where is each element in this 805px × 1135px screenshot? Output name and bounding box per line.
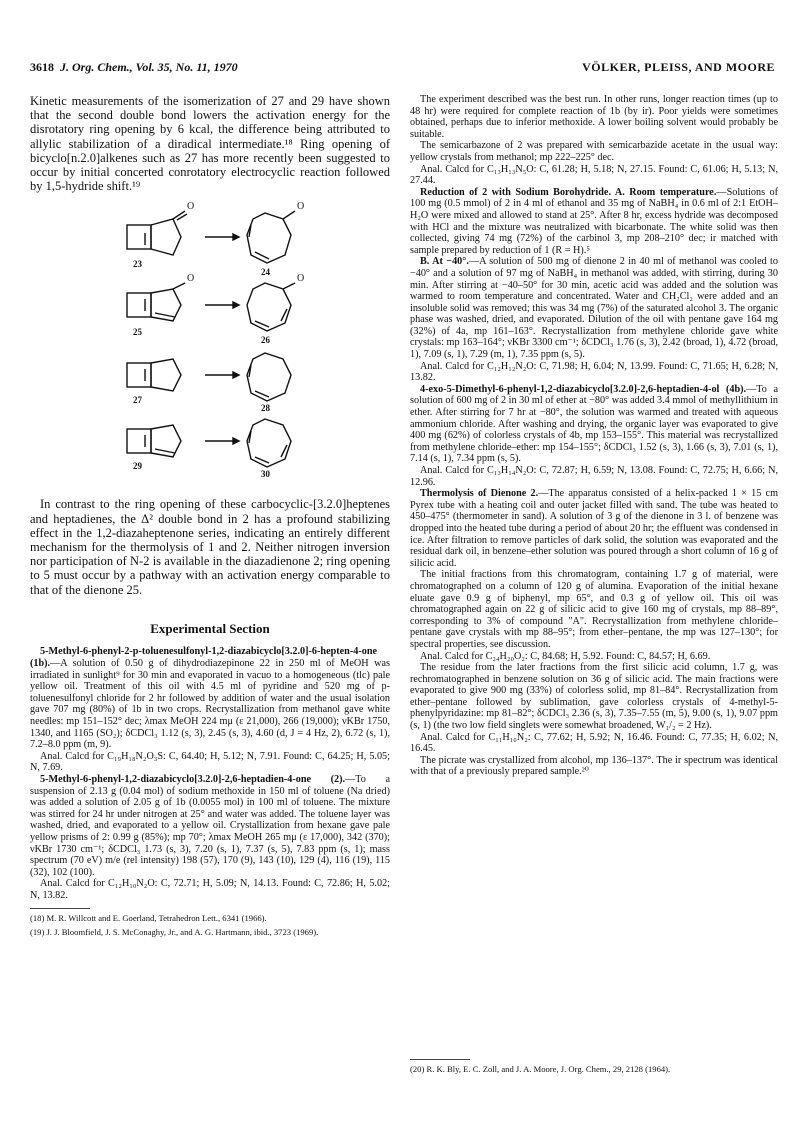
picrate-paragraph: The picrate was crystallized from alcohol, mp 136–137°. The ir spectrum was identical with that of a previously prepared sample.²⁰	[410, 754, 778, 778]
right-column	[410, 94, 778, 778]
compound-label-28: 28	[261, 403, 270, 414]
page-number: 3618	[30, 60, 54, 74]
exp2-paragraph	[30, 774, 390, 878]
exo-body: —To a solution of 600 mg of 2 in 30 ml of ether at −80° was added 3.4 mmol of methyllithium in ether. After stirring for 7 hr at −80°, the solution was warmed and treated with aqueous ammonium chloride. After washing and drying, the organic layer was evaporated to give 400 mg (62%) of colorless crystals of 4b, mp 153–155°. This material was recrystallized from methylene chloride–ether: mp 154–155°; δCDCl₃ 1.52 (s, 3), 1.66 (s, 3), 7.01 (s, 1), 7.14 (s, 1), 7.34 ppm (s, 5).	[410, 383, 778, 465]
thermolysis-title: Thermolysis of Dienone 2.	[420, 488, 539, 500]
reaction-23-24	[125, 201, 345, 278]
exp1-analysis: Anal. Calcd for C₁₉H₁₈N₂O₃S: C, 64.40; H, 5.12; N, 7.91. Found: C, 64.25; H, 5.05; N, 7.69.	[30, 750, 390, 774]
residue-analysis: Anal. Calcd for C₁₁H₁₀N₂: C, 77.62; H, 5.92; N, 16.46. Found: C, 77.35; H, 6.02; N, 16.45.	[410, 731, 778, 755]
footnote-rule-right	[410, 1059, 470, 1060]
contrast-paragraph: In contrast to the ring opening of these carbocyclic-[3.2.0]heptenes and heptadienes, the Δ² double bond in 2 has a profound stabilizing effect in the 1,2-diazaheptenone series, indicating an entirely different mechanism for the thermolysis of 1 and 2. Neither nitrogen inversion nor participation of N-2 is available in the diazadienone 2; ring opening to 5 must occur by a pathway with an activation energy comparable to that of the dienone 25.	[30, 497, 390, 597]
right-paragraph-3: Anal. Calcd for C₁₃H₁₃N₅O: C, 61.28; H, 5.18; N, 27.15. Found: C, 61.06; H, 5.13; N, 27.44.	[410, 163, 778, 187]
reduction-body: —Solutions of 100 mg (0.5 mmol) of 2 in 4 ml of ethanol and 35 mg of NaBH₄ in 0.6 ml of 2:1 EtOH–H₂O were mixed and allowed to stand at 25°. After 8 hr, excess hydride was decomposed with HCl and the mixture was neutralized with bicarbonate. The white solid was then collected, giving 74 mg (72%) of the carbinol 3, mp 208–210° dec; ir matched with sample prepared by reduction of 1 (R = H).⁵	[410, 186, 779, 256]
part-b-analysis: Anal. Calcd for C₁₂H₁₂N₂O: C, 71.98; H, 6.04; N, 13.99. Found: C, 71.65; H, 6.28; N, 13.82.	[410, 360, 778, 384]
footnote-19: (19) J. J. Bloomfield, J. S. McConaghy, Jr., and A. G. Hartmann, ibid., 3723 (1969).	[30, 926, 319, 937]
reaction-25-26	[125, 273, 345, 346]
exo-paragraph	[410, 384, 778, 465]
page-header	[30, 60, 775, 78]
left-column	[30, 94, 390, 937]
intro-paragraph: Kinetic measurements of the isomerization of 27 and 29 have shown that the second double bond lowers the activation energy for the disrotatory ring opening by 6 kcal, the difference being attributed to allylic stabilization of a diradical intermediate.¹⁸ Ring opening of bicyclo[n.2.0]alkenes such as 27 has more recently been suggested to occur by initial concerted conrotatory electrocyclic reaction followed by 1,5-hydride shift.¹⁹	[30, 94, 390, 194]
structures-29-30	[125, 417, 345, 477]
compound-label-27: 27	[133, 395, 142, 406]
oxygen-23: O	[187, 201, 195, 213]
exp2-title: 5-Methyl-6-phenyl-1,2-diazabicyclo[3.2.0]-2,6-heptadien-4-one (2).	[40, 773, 346, 785]
structures-23-24	[125, 207, 345, 269]
footnote-20-block	[410, 1053, 778, 1074]
right-paragraph-2: The semicarbazone of 2 was prepared with semicarbazide acetate in the usual way: yellow crystals from methanol; mp 222–225° dec.	[410, 140, 778, 163]
part-b-body: —A solution of 500 mg of dienone 2 in 40 ml of methanol was cooled to −40° and a solution of 97 mg of NaBH₄ in methanol was added, with stirring, during 30 min. After stirring at −40–50° for 30 min, acetic acid was added and the solution was warmed to room temperature and concentrated. Water and CH₂Cl₂ were added and an insoluble solid was removed; this was 34 mg (7%) of the saturated alcohol 3. The organic phase was washed, dried, and evaporated. Dilution of the oil with pentane gave 164 mg (32%) of 4a, mp 161–163°. Recrystallization from methylene chloride gave white crystals: mp 163–164°; νKBr 3300 cm⁻¹; δCDCl₃ 1.76 (s, 3), 2.42 (broad, 1), 4.72 (broad, 1), 7.09 (s, 1), 7.29 (m, 1), 7.35 ppm (s, 5).	[410, 256, 778, 361]
compound-label-29: 29	[133, 461, 142, 472]
compound-label-26: 26	[261, 335, 270, 346]
exp2-body: —To a suspension of 2.13 g (0.04 mol) of sodium methoxide in 150 ml of toluene (Na dried) was added a solution of 2.05 g of 1b (0.0055 mol) in 100 ml of toluene. The mixture was stirred for 24 hr under nitrogen at 25° and water was added. The toluene layer was washed, dried, and evaporated to a yellow oil. Crystallization from hexane gave pale yellow prisms of 2: 0.99 g (85%); mp 70°; λmax MeOH 265 mμ (ε 17,000), 342 (370); νKBr 1730 cm⁻¹; δCDCl₃ 1.73 (s, 3), 7.20 (s, 1), 7.37 (s, 5), 7.83 ppm (s, 1); mass spectrum (70 eV) m/e (rel intensity) 198 (57), 170 (9), 143 (10), 129 (4), 116 (19), 115 (32), 102 (100).	[30, 773, 390, 878]
part-b-title: B. At −40°.	[420, 256, 469, 268]
compound-label-23: 23	[133, 259, 142, 270]
oxygen-26: O	[297, 273, 305, 285]
oxygen-25: O	[187, 273, 195, 285]
structures-27-28	[125, 351, 345, 411]
reduction-paragraph	[410, 187, 778, 257]
footnote-rule	[30, 908, 90, 909]
exp1-title: 5-Methyl-6-phenyl-2-p-toluenesulfonyl-1,2-diazabicyclo[3.2.0]-6-hepten-4-one (1b).	[30, 646, 378, 670]
reaction-27-28	[125, 351, 345, 414]
footnote-20: (20) R. K. Bly, E. C. Zoll, and J. A. Moore, J. Org. Chem., 29, 2128 (1964).	[410, 1064, 671, 1074]
exo-analysis: Anal. Calcd for C₁₃H₁₄N₂O: C, 72.87; H, 6.59; N, 13.08. Found: C, 72.75; H, 6.66; N, 12.96.	[410, 465, 778, 488]
right-paragraph-1: The experiment described was the best run. In other runs, longer reaction times (up to 48 hr) were required for complete reaction of 1b (by ir). Poor yields were sometimes obtained, perhaps due to inferior methoxide. A lower boiling solvent would probably be suitable.	[410, 94, 778, 140]
initial-fractions-analysis: Anal. Calcd for C₂₄H₂₀O₂: C, 84.68; H, 5.92. Found: C, 84.57; H, 6.69.	[420, 650, 711, 662]
residue-paragraph: The residue from the later fractions from the first silicic acid column, 1.7 g, was rechromatographed in benzene solution on 36 g of silicic acid. The main fractions were evaporated to give 900 mg (33%) of colorless solid, mp 81–84°. Recrystallization from ether–pentane followed by sublimation, gave colorless crystals of 4-methyl-5-phenylpyridazine: mp 81–82°; δCDCl₃ 2.36 (s, 3), 7.35–7.55 (m, 5), 9.00 (s, 1), 9.07 ppm (s, 1) (the two low field singlets were somewhat broadened, W₁/₂ = 2 Hz).	[410, 662, 778, 732]
oxygen-24: O	[297, 201, 305, 213]
exo-title: 4-exo-5-Dimethyl-6-phenyl-1,2-diazabicyclo[3.2.0]-2,6-heptadien-4-ol (4b).	[420, 383, 747, 395]
reaction-scheme	[30, 201, 390, 479]
exp2-analysis: Anal. Calcd for C₁₂H₁₀N₂O: C, 72.71; H, 5.09; N, 14.13. Found: C, 72.86; H, 5.02; N, 13.82.	[30, 878, 390, 901]
thermolysis-paragraph	[410, 488, 778, 569]
reaction-29-30	[125, 417, 345, 480]
compound-label-24: 24	[261, 267, 270, 278]
thermolysis-body: —The apparatus consisted of a helix-packed 1 × 15 cm Pyrex tube with a heating coil and outer jacket filled with sand. The tube was heated to 450–475° (thermometer in sand). A solution of 3 g of the dienone in 3 l. of benzene was dropped into the heated tube during a period of about 20 hr; the effluent was condensed in ice. After filtration to remove particles of dark solid, the solution was evaporated and the residual dark oil, in benzene–ether solution was poured through a short column of 16 g of silicic acid.	[410, 488, 778, 569]
header-left	[30, 60, 238, 75]
structures-25-26	[125, 281, 345, 341]
journal-citation: J. Org. Chem., Vol. 35, No. 11, 1970	[60, 60, 238, 74]
section-title: Experimental Section	[150, 620, 270, 636]
compound-label-30: 30	[261, 469, 270, 480]
reduction-title: Reduction of 2 with Sodium Borohydride. A. Room temperature.	[420, 186, 717, 198]
exp1-paragraph	[30, 646, 390, 750]
footnote-18: (18) M. R. Willcott and E. Goerland, Tetrahedron Lett., 6341 (1966).	[30, 912, 267, 923]
part-b-paragraph	[410, 256, 778, 360]
initial-fractions-paragraph: The initial fractions from this chromatogram, containing 1.7 g of material, were chromatographed on a column of 120 g of alumina. Evaporation of the initial hexane eluate gave 0.9 g of biphenyl, mp 65°, and 0.3 g of yellow oil. This oil was chromatographed again on 22 g of silicic acid to give 160 mg of crystals, mp 88–89°, corresponding to 3% of compound "A". Recrystallization from methylene chloride–pentane gave crystals with mp 88–95°; from ether–pentane, the mp was 127–130°; for spectral properties, see discussion.	[410, 569, 778, 650]
exp1-body: —A solution of 0.50 g of dihydrodiazepinone 22 in 250 ml of MeOH was irradiated in sunlight⁹ for 30 min and evaporated in vacuo to a homogeneous (tlc) pale yellow oil. Treatment of this oil with 4.5 ml of pyridine and 520 mg of p-toluenesulfonyl chloride for 2 hr followed by addition of water and the usual isolation gave 707 mg (80%) of 1b in two crops. Recrystallization from methanol gave white needles: mp 151–152° dec; λmax MeOH 224 mμ (ε 21,000), 266 (19,000); νKBr 1750, 1340, and 1165 (SO₂); δCDCl₃ 1.12 (s, 3), 2.45 (s, 3), 4.60 (d, J = 4 Hz, 2), 6.72 (s, 1), 7.2–8.0 ppm (m, 9).	[30, 658, 390, 751]
header-authors: VÖLKER, PLEISS, AND MOORE	[582, 60, 775, 74]
compound-label-25: 25	[133, 327, 142, 338]
